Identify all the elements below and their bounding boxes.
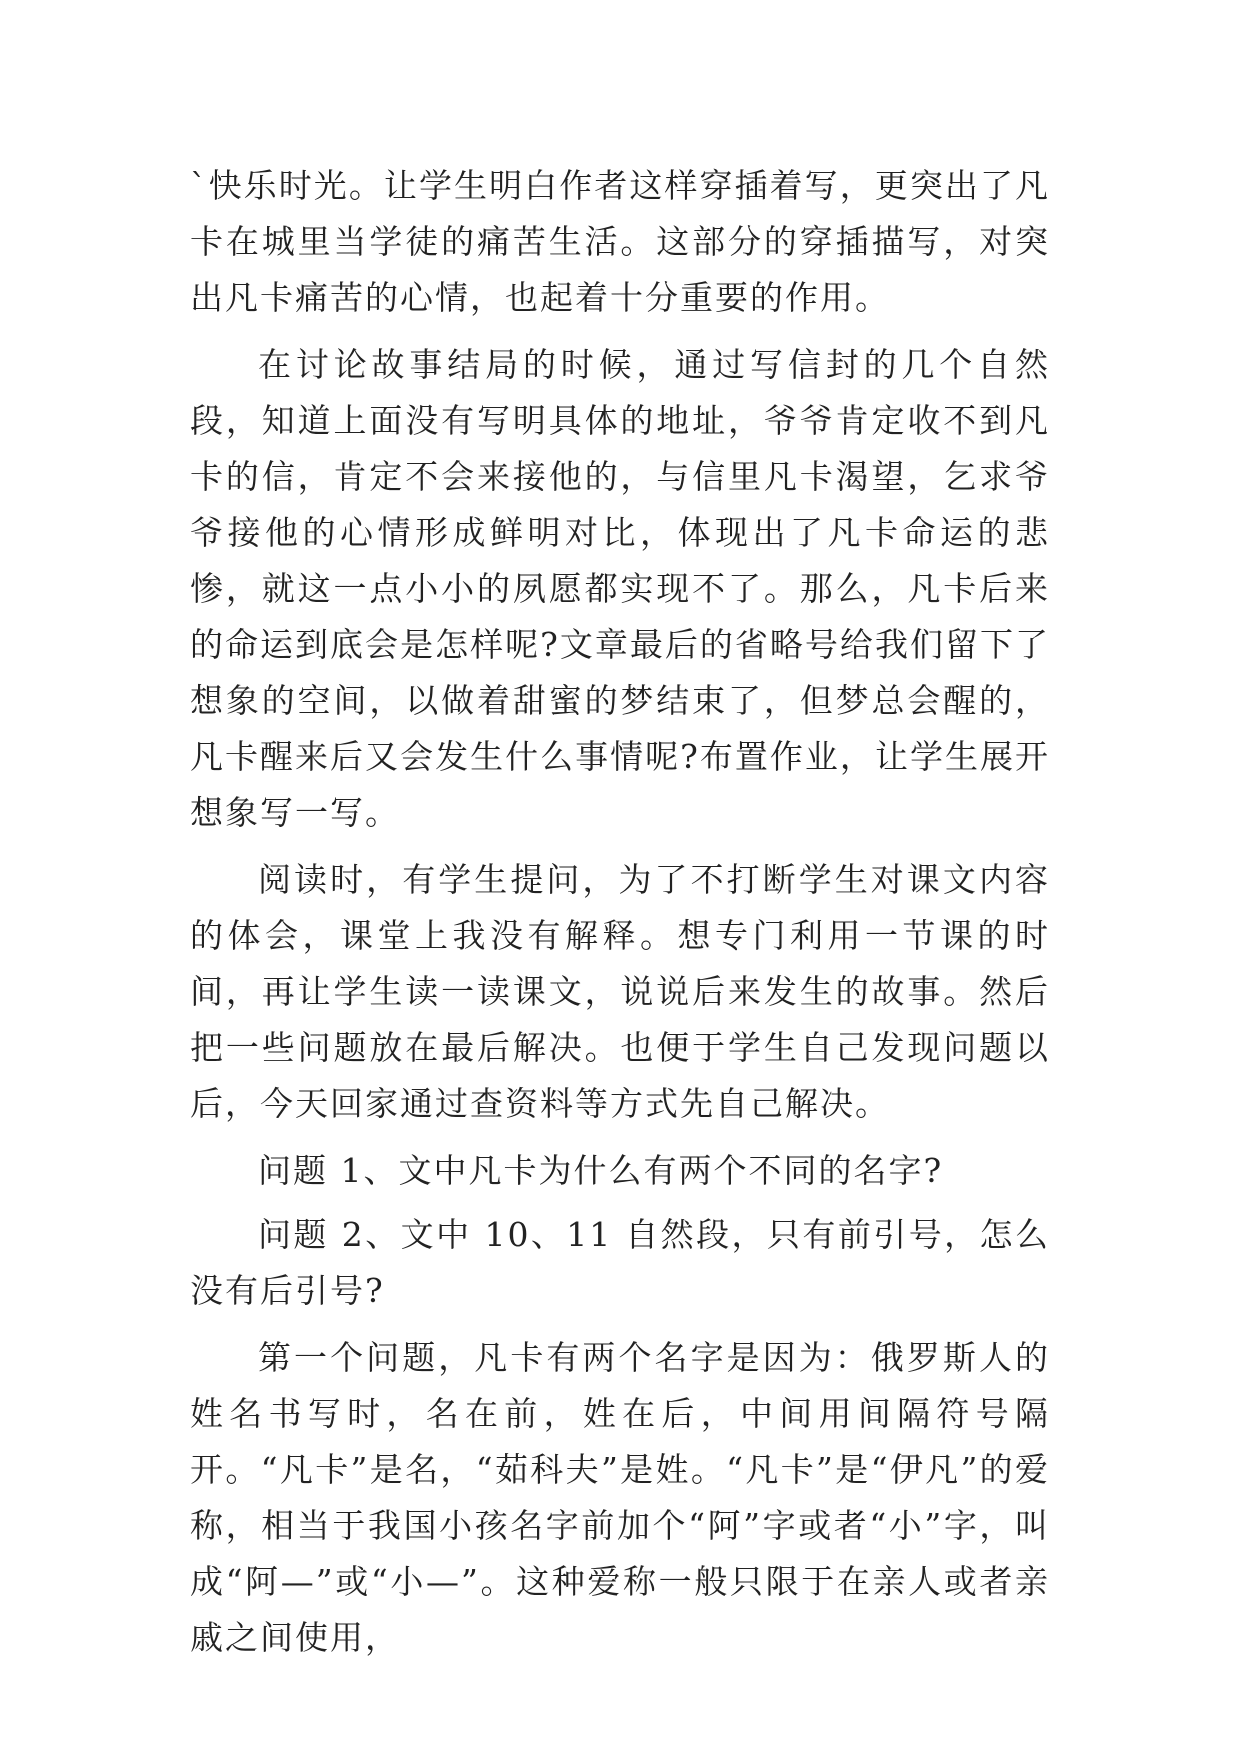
question-1: 问题 1、文中凡卡为什么有两个不同的名字? xyxy=(258,1151,944,1190)
paragraph-2: 在讨论故事结局的时候，通过写信封的几个自然段，知道上面没有写明具体的地址，爷爷肯定收不到凡卡的信，肯定不会来接他的，与信里凡卡渴望，乞求爷爷接他的心情形成鲜明对比，体现出了凡卡命运的悲惨，就这一点小小的夙愿都实现不了。那么，凡卡后来的命运到底会是怎样呢?文章最后的省略号给我们留下了想象的空间，以做着甜蜜的梦结束了，但梦总会醒的，凡卡醒来后又会发生什么事情呢?布置作业，让学生展开想象写一写。 xyxy=(190,345,1050,832)
paragraph-1: `快乐时光。让学生明白作者这样穿插着写，更突出了凡卡在城里当学徒的痛苦生活。这部分的穿插描写，对突出凡卡痛苦的心情，也起着十分重要的作用。 xyxy=(190,166,1050,317)
document-body xyxy=(190,158,1050,1677)
paragraph-3: 阅读时，有学生提问，为了不打断学生对课文内容的体会，课堂上我没有解释。想专门利用一节课的时间，再让学生读一读课文，说说后来发生的故事。然后把一些问题放在最后解决。也便于学生自己发现问题以后，今天回家通过查资料等方式先自己解决。 xyxy=(190,860,1050,1123)
paragraph-answer-1: 第一个问题，凡卡有两个名字是因为：俄罗斯人的姓名书写时，名在前，姓在后，中间用间隔符号隔开。“凡卡”是名，“茹科夫”是姓。“凡卡”是“伊凡”的爱称，相当于我国小孩名字前加个“阿”字或者“小”字，叫成“阿—”或“小—”。这种爱称一般只限于在亲人或者亲戚之间使用， xyxy=(190,1338,1050,1657)
question-2: 问题 2、文中 10、11 自然段，只有前引号，怎么没有后引号? xyxy=(190,1215,1050,1310)
